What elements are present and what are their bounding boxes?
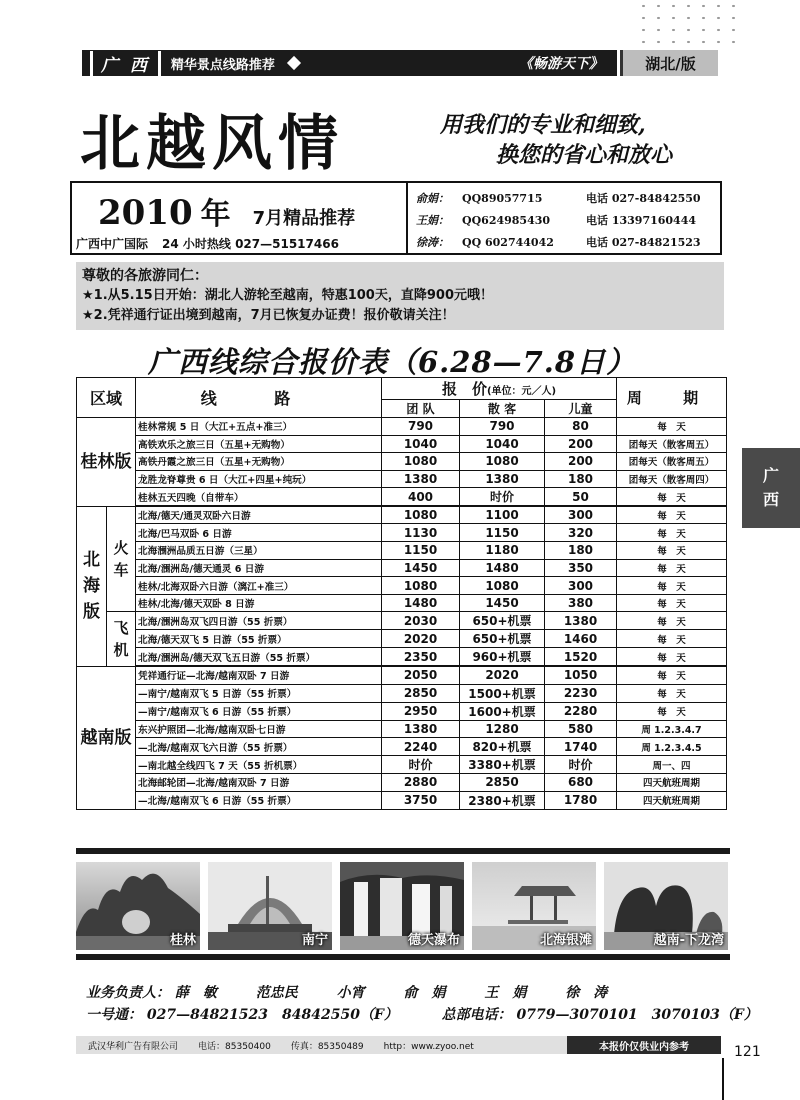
- individual-price-cell: 790: [460, 418, 545, 436]
- photo-caption: 德天瀑布: [407, 933, 460, 948]
- route-cell: 龙胜龙脊尊贵 6 日（大江+四星+纯玩）: [136, 470, 382, 488]
- contact-name: 俞娟：: [416, 192, 449, 205]
- individual-price-cell: 1380: [460, 470, 545, 488]
- route-cell: 北海/涠洲岛/德天通灵 6 日游: [136, 559, 382, 577]
- contact-row: [416, 209, 716, 231]
- child-price-cell: 200: [545, 453, 617, 471]
- individual-price-cell: 1450: [460, 594, 545, 612]
- group-price-cell: 1130: [382, 524, 460, 542]
- child-price-cell: 300: [545, 506, 617, 524]
- individual-price-cell: 650+机票: [460, 630, 545, 648]
- individual-price-cell: 1480: [460, 559, 545, 577]
- contact-phone: 电话 13397160444: [586, 214, 697, 227]
- table-row: [77, 720, 727, 738]
- company-website: http：www.zyoo.net: [383, 1041, 474, 1052]
- individual-price-cell: 1500+机票: [460, 684, 545, 702]
- agency-hotline: 24 小时热线 027—51517466: [162, 237, 339, 251]
- cycle-cell: 每 天: [617, 630, 727, 648]
- header-price-cell: [382, 378, 617, 400]
- child-price-cell: 80: [545, 418, 617, 436]
- slogan-line-1: 用我们的专业和细致,: [440, 112, 646, 138]
- group-price-cell: 2030: [382, 612, 460, 630]
- header-brand: 《畅游天下》: [519, 56, 603, 72]
- route-cell: 北海涠洲品质五日游（三星）: [136, 542, 382, 560]
- child-price-cell: 时价: [545, 756, 617, 774]
- cycle-cell: 每 天: [617, 612, 727, 630]
- individual-price-cell: 1600+机票: [460, 702, 545, 720]
- year-heading: [98, 189, 355, 233]
- convention-center-photo: [208, 862, 332, 950]
- header-region: 广 西: [90, 51, 161, 76]
- contact-qq: QQ89057715: [462, 191, 543, 205]
- table-row: [77, 488, 727, 507]
- individual-price-cell: 3380+机票: [460, 756, 545, 774]
- group-price-cell: 时价: [382, 756, 460, 774]
- photo-caption: 越南-下龙湾: [653, 933, 724, 948]
- child-price-cell: 2230: [545, 684, 617, 702]
- footer-contacts: [86, 982, 758, 1026]
- divider: [722, 1058, 724, 1100]
- manager-name: 薛 敏: [174, 985, 217, 1001]
- cycle-cell: 团每天（散客周五）: [617, 453, 727, 471]
- group-price-cell: 1480: [382, 594, 460, 612]
- hq-number: 0779—3070101 3070103（F）: [516, 1007, 758, 1023]
- route-cell: —北海/越南双飞六日游（55 折票）: [136, 738, 382, 756]
- route-cell: 桂林/北海/德天双卧 8 日游: [136, 594, 382, 612]
- table-row: [77, 559, 727, 577]
- side-tab: [742, 448, 800, 528]
- manager-name: 徐 涛: [565, 985, 608, 1001]
- photo-gallery: [76, 848, 730, 960]
- individual-price-cell: 2850: [460, 774, 545, 792]
- table-row: [77, 524, 727, 542]
- individual-price-cell: 1100: [460, 506, 545, 524]
- group-price-cell: 2050: [382, 666, 460, 684]
- notice-line-1: ★1.从5.15日开始：湖北人游轮至越南，特惠100天，直降900元哦！: [82, 288, 493, 303]
- cycle-cell: 四天航班周期: [617, 774, 727, 792]
- individual-price-cell: 1080: [460, 453, 545, 471]
- info-box: [70, 181, 722, 255]
- contact-qq: QQ624985430: [462, 213, 551, 227]
- child-price-cell: 300: [545, 577, 617, 595]
- beach-photo: [472, 862, 596, 950]
- region-vietnam-cell: 越南版: [77, 666, 136, 809]
- footer-phone-line: [86, 1004, 758, 1026]
- route-cell: 桂林常规 5 日（大江+五点+准三）: [136, 418, 382, 436]
- group-price-cell: 2880: [382, 774, 460, 792]
- route-cell: 桂林/北海双卧六日游（漓江+准三）: [136, 577, 382, 595]
- waterfall-photo: [340, 862, 464, 950]
- recommend-label: 7月精品推荐: [252, 208, 356, 229]
- route-cell: —北海/越南双飞 6 日游（55 折票）: [136, 791, 382, 809]
- table-row: [77, 594, 727, 612]
- karst-hill-photo: [76, 862, 200, 950]
- group-price-cell: 1380: [382, 720, 460, 738]
- child-price-cell: 1740: [545, 738, 617, 756]
- cycle-cell: 周 1.2.3.4.5: [617, 738, 727, 756]
- transport-plane-cell: 飞机: [107, 612, 136, 667]
- individual-price-cell: 960+机票: [460, 648, 545, 667]
- group-price-cell: 1450: [382, 559, 460, 577]
- group-price-cell: 2240: [382, 738, 460, 756]
- route-cell: 北海/涠洲岛/德天双飞五日游（55 折票）: [136, 648, 382, 667]
- page-number: 121: [734, 1044, 761, 1060]
- header-group-cell: 团 队: [382, 400, 460, 418]
- route-cell: 凭祥通行证—北海/越南双卧 7 日游: [136, 666, 382, 684]
- diamond-icon: [287, 56, 301, 70]
- table-row: [77, 506, 727, 524]
- managers-label: 业务负责人：: [86, 985, 170, 1001]
- notice-line-2: ★2.凭祥通行证出境到越南，7月已恢复办证费！报价敬请关注！: [82, 308, 455, 323]
- individual-price-cell: 820+机票: [460, 738, 545, 756]
- individual-price-cell: 2380+机票: [460, 791, 545, 809]
- hero-title: 北越风情: [80, 109, 344, 179]
- cycle-cell: 每 天: [617, 684, 727, 702]
- table-title: 广西线综合报价表（6.28—7.8日）: [148, 345, 637, 379]
- photo-caption: 北海银滩: [539, 933, 592, 948]
- table-row: [77, 666, 727, 684]
- cycle-cell: 四天航班周期: [617, 791, 727, 809]
- edition-label: 湖北/版: [620, 50, 718, 76]
- region-guilin-cell: 桂林版: [77, 418, 136, 507]
- route-cell: 高铁丹霞之旅三日（五星+无购物）: [136, 453, 382, 471]
- group-price-cell: 1080: [382, 453, 460, 471]
- header-individual-cell: 散 客: [460, 400, 545, 418]
- table-row: [77, 702, 727, 720]
- child-price-cell: 1460: [545, 630, 617, 648]
- region-beihai-cell: 北海版: [77, 506, 107, 666]
- cycle-cell: 团每天（散客周四）: [617, 470, 727, 488]
- side-tab-line-2: 西: [762, 490, 779, 509]
- table-row: [77, 756, 727, 774]
- contact-row: [416, 231, 716, 253]
- route-cell: 北海邮轮团—北海/越南双卧 7 日游: [136, 774, 382, 792]
- child-price-cell: 180: [545, 470, 617, 488]
- child-price-cell: 180: [545, 542, 617, 560]
- price-table: [76, 377, 727, 810]
- table-body: [77, 418, 727, 810]
- table-row: [77, 774, 727, 792]
- manager-name: 俞 娟: [403, 985, 446, 1001]
- child-price-cell: 1520: [545, 648, 617, 667]
- individual-price-cell: 1040: [460, 435, 545, 453]
- header-region-cell: 区域: [77, 378, 136, 418]
- slogan-line-2: 换您的省心和放心: [496, 142, 673, 168]
- contact-list: [416, 187, 716, 253]
- header-route-cell: 线 路: [136, 378, 382, 418]
- cycle-cell: 每 天: [617, 506, 727, 524]
- individual-price-cell: 1180: [460, 542, 545, 560]
- header-bar: [82, 50, 617, 76]
- table-row: [77, 542, 727, 560]
- reference-note: 本报价仅供业内参考: [567, 1036, 721, 1054]
- agency-name: 广西中广国际: [76, 237, 149, 251]
- photo-caption: 南宁: [301, 933, 328, 948]
- photo-caption: 桂林: [169, 933, 196, 948]
- cycle-cell: 每 天: [617, 559, 727, 577]
- child-price-cell: 1380: [545, 612, 617, 630]
- group-price-cell: 400: [382, 488, 460, 507]
- cycle-cell: 周一、四: [617, 756, 727, 774]
- contact-phone: 电话 027-84821523: [586, 236, 701, 249]
- cycle-cell: 每 天: [617, 524, 727, 542]
- hotline-label: 一号通：: [86, 1007, 142, 1023]
- company-fax: 传真：85350489: [290, 1041, 364, 1052]
- table-header-row: [77, 378, 727, 400]
- group-price-cell: 790: [382, 418, 460, 436]
- table-row: [77, 453, 727, 471]
- transport-train-cell: 火车: [107, 506, 136, 612]
- contact-row: [416, 187, 716, 209]
- group-price-cell: 3750: [382, 791, 460, 809]
- child-price-cell: 200: [545, 435, 617, 453]
- table-row: [77, 470, 727, 488]
- child-price-cell: 680: [545, 774, 617, 792]
- child-price-cell: 1050: [545, 666, 617, 684]
- group-price-cell: 1040: [382, 435, 460, 453]
- cycle-cell: 团每天（散客周五）: [617, 435, 727, 453]
- group-price-cell: 2950: [382, 702, 460, 720]
- bay-rock-photo: [604, 862, 728, 950]
- group-price-cell: 1150: [382, 542, 460, 560]
- individual-price-cell: 2020: [460, 666, 545, 684]
- route-cell: 北海/涠洲岛双飞四日游（55 折票）: [136, 612, 382, 630]
- header-price-unit: (单位：元／人): [486, 386, 557, 397]
- hq-label: 总部电话：: [441, 1007, 512, 1023]
- cycle-cell: 每 天: [617, 666, 727, 684]
- year-suffix: 年: [200, 197, 231, 232]
- child-price-cell: 50: [545, 488, 617, 507]
- route-cell: 北海/德天/通灵双卧六日游: [136, 506, 382, 524]
- hotline-number: 027—84821523 84842550（F）: [146, 1007, 398, 1023]
- cycle-cell: 每 天: [617, 542, 727, 560]
- decorative-dot-grid: [636, 0, 746, 48]
- child-price-cell: 580: [545, 720, 617, 738]
- child-price-cell: 2280: [545, 702, 617, 720]
- table-row: [77, 577, 727, 595]
- route-cell: 北海/巴马双卧 6 日游: [136, 524, 382, 542]
- cycle-cell: 每 天: [617, 488, 727, 507]
- cycle-cell: 每 天: [617, 418, 727, 436]
- individual-price-cell: 1280: [460, 720, 545, 738]
- table-row: [77, 612, 727, 630]
- cycle-cell: 每 天: [617, 594, 727, 612]
- footer-managers-line: [86, 982, 726, 1004]
- notice-greeting: 尊敬的各旅游同仁：: [82, 268, 208, 284]
- child-price-cell: 320: [545, 524, 617, 542]
- child-price-cell: 380: [545, 594, 617, 612]
- individual-price-cell: 1150: [460, 524, 545, 542]
- header-price-label: 报 价: [441, 380, 487, 398]
- footer-bar: [76, 1036, 721, 1054]
- route-cell: —南宁/越南双飞 6 日游（55 折票）: [136, 702, 382, 720]
- child-price-cell: 350: [545, 559, 617, 577]
- side-tab-line-1: 广: [762, 466, 779, 485]
- cycle-cell: 周 1.2.3.4.7: [617, 720, 727, 738]
- contact-phone: 电话 027-84842550: [586, 192, 701, 205]
- table-row: [77, 791, 727, 809]
- agency-line: [76, 235, 339, 252]
- route-cell: —南北越全线四飞 7 天（55 折机票）: [136, 756, 382, 774]
- notice-box: [76, 262, 724, 330]
- table-row: [77, 738, 727, 756]
- group-price-cell: 1080: [382, 577, 460, 595]
- cycle-cell: 每 天: [617, 577, 727, 595]
- table-row: [77, 418, 727, 436]
- group-price-cell: 2850: [382, 684, 460, 702]
- child-price-cell: 1780: [545, 791, 617, 809]
- hero-slogan: [440, 110, 672, 170]
- route-cell: —南宁/越南双飞 5 日游（55 折票）: [136, 684, 382, 702]
- individual-price-cell: 时价: [460, 488, 545, 507]
- group-price-cell: 2020: [382, 630, 460, 648]
- manager-name: 小宵: [336, 985, 365, 1001]
- header-cycle-cell: 周 期: [617, 378, 727, 418]
- cycle-cell: 每 天: [617, 648, 727, 667]
- contact-qq: QQ 602744042: [462, 235, 554, 249]
- info-left: [72, 183, 408, 253]
- company-name: 武汉华利广告有限公司: [88, 1041, 179, 1052]
- year: 2010: [98, 193, 193, 233]
- contact-name: 王娟：: [416, 214, 449, 227]
- table-row: [77, 435, 727, 453]
- table-row: [77, 630, 727, 648]
- group-price-cell: 1380: [382, 470, 460, 488]
- route-cell: 北海/德天双飞 5 日游（55 折票）: [136, 630, 382, 648]
- individual-price-cell: 650+机票: [460, 612, 545, 630]
- route-cell: 东兴护照团—北海/越南双卧七日游: [136, 720, 382, 738]
- contact-name: 徐涛：: [416, 236, 449, 249]
- group-price-cell: 1080: [382, 506, 460, 524]
- table-row: [77, 648, 727, 667]
- group-price-cell: 2350: [382, 648, 460, 667]
- individual-price-cell: 1080: [460, 577, 545, 595]
- header-subtitle: 精华景点线路推荐: [170, 57, 275, 73]
- route-cell: 桂林五天四晚（自带车）: [136, 488, 382, 507]
- cycle-cell: 每 天: [617, 702, 727, 720]
- route-cell: 高铁欢乐之旅三日（五星+无购物）: [136, 435, 382, 453]
- company-phone: 电话：85350400: [198, 1041, 271, 1052]
- table-row: [77, 684, 727, 702]
- manager-name: 范忠民: [255, 985, 298, 1001]
- manager-name: 王 娟: [484, 985, 527, 1001]
- header-child-cell: 儿童: [545, 400, 617, 418]
